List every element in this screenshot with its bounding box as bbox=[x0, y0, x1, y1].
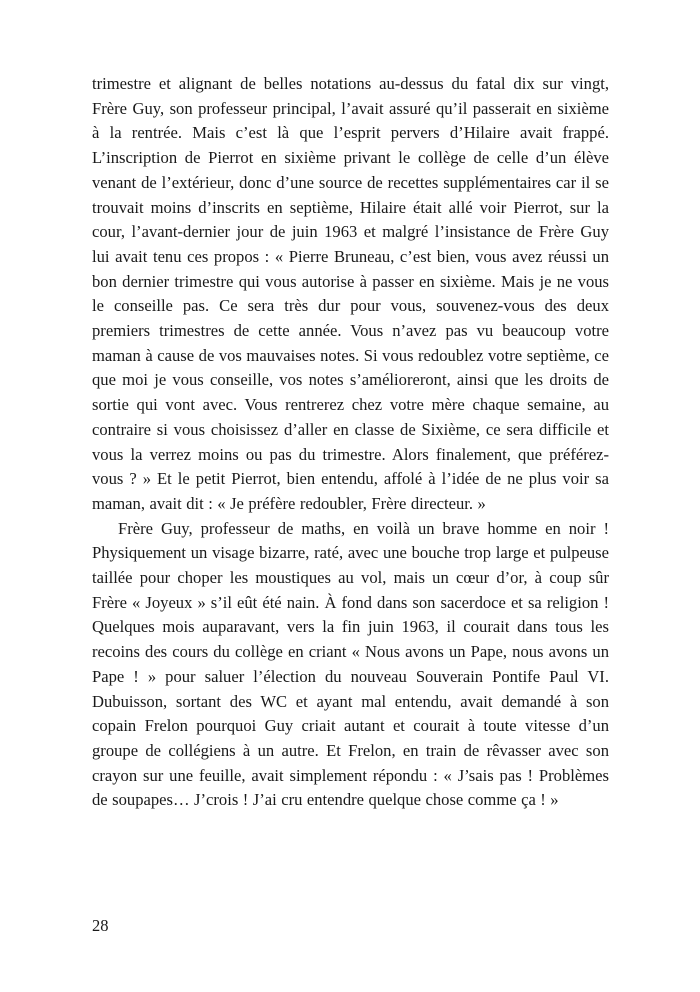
page-number: 28 bbox=[92, 916, 109, 935]
page-text bbox=[92, 72, 609, 813]
paragraph: Frère Guy, professeur de maths, en voilà un brave homme en noir ! Physiquement un visage bizarre, raté, avec une bouche trop large et pulpeuse taillée pour choper les moustiques au vol, mais un cœur d’or, à coup sûr Frère « Joyeux » s’il eût été nain. À fond dans son sacerdoce et sa religion ! Quelques mois auparavant, vers la fin juin 1963, il courait dans tous les recoins des cours du collège en criant « Nous avons un Pape, nous avons un Pape ! » pour saluer l’élection du nouveau Souverain Pontife Paul VI. Dubuisson, sortant des WC et ayant mal entendu, avait demandé à son copain Frelon pourquoi Guy criait autant et courait à toute vitesse d’un groupe de collégiens à un autre. Et Frelon, en train de rêvasser avec son crayon sur une feuille, avait simplement répondu : « J’sais pas ! Problèmes de soupapes… J’crois ! J’ai cru entendre quelque chose comme ça ! » bbox=[92, 518, 609, 810]
paragraph-continuation: trimestre et alignant de belles notations au-dessus du fatal dix sur vingt, Frère Guy, son professeur principal, l’avait assuré qu’il passerait en sixième à la rentrée. Mais c’est là que l’esprit pervers d’Hilaire avait frappé. L’inscription de Pierrot en sixième privant le collège de celle d’un élève venant de l’extérieur, donc d’une source de recettes supplémentaires car il se trouvait moins d’inscrits en septième, Hilaire était allé voir Pierrot, sur la cour, l’avant-dernier jour de juin 1963 et malgré l’insistance de Frère Guy lui avait tenu ces propos : « Pierre Bruneau, c’est bien, vous avez réussi un bon dernier trimestre qui vous autorise à passer en sixième. Mais je ne vous le conseille pas. Ce sera très dur pour vous, souvenez-vous des deux premiers trimestres de cette année. Vous n’avez pas vu beaucoup votre maman à cause de vos mauvaises notes. Si vous redoublez votre septième, ce que moi je vous conseille, vos notes s’amélioreront, ainsi que les droits de sortie qui vont avec. Vous rentrerez chez votre mère chaque semaine, au contraire si vous choisissez d’aller en classe de Sixième, ce sera difficile et vous la verrez moins ou pas du trimestre. Alors finalement, que préférez-vous ? » Et le petit Pierrot, bien entendu, affolé à l’idée de ne plus voir sa maman, avait dit : « Je préfère redoubler, Frère directeur. » bbox=[92, 74, 609, 513]
